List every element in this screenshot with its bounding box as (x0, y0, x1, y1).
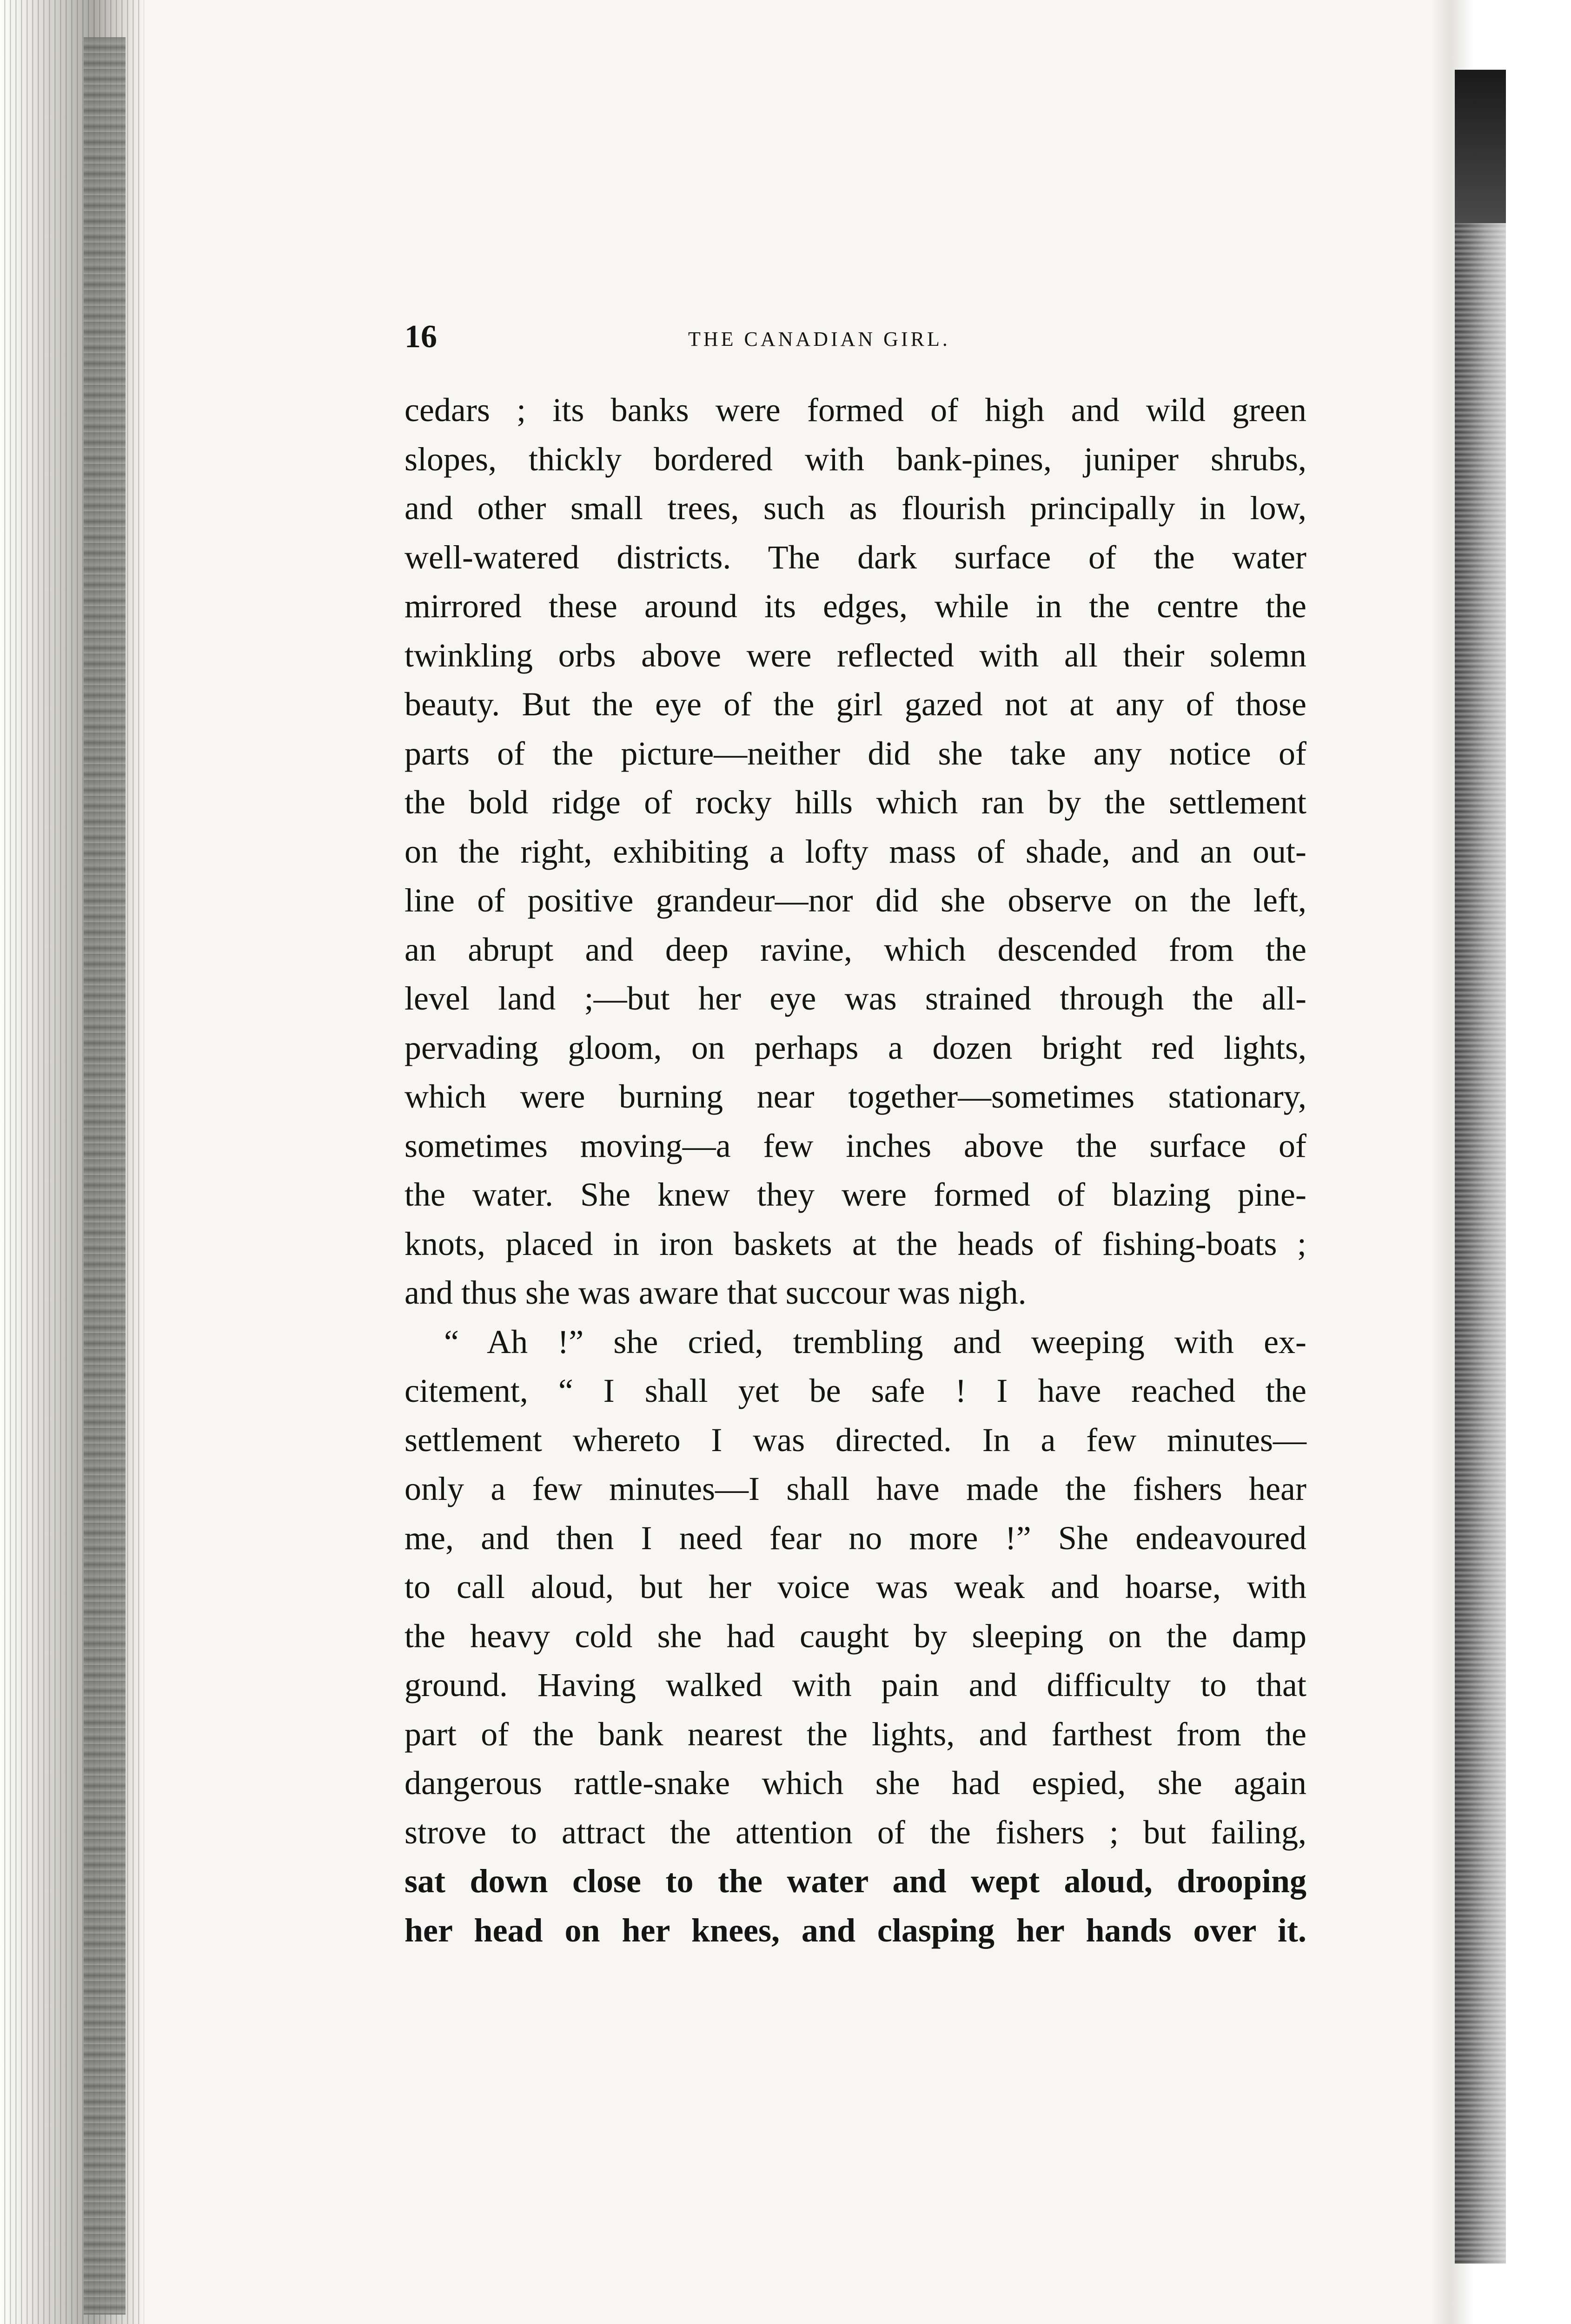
text-line: sat down close to the water and wept aloud, drooping (404, 1862, 1306, 1900)
text-line: line of positive grandeur—nor did she observe on the left, (404, 882, 1306, 919)
text-line: the water. She knew they were formed of blazing pine- (404, 1176, 1306, 1213)
book-page (404, 321, 1306, 1955)
scan-gutter-right (1432, 0, 1571, 2324)
text-line: level land ;—but her eye was strained through the all- (404, 980, 1306, 1017)
page-edge-dark (1455, 70, 1506, 223)
text-line: knots, placed in iron baskets at the heads of fishing-boats ; (404, 1225, 1306, 1262)
text-line: to call aloud, but her voice was weak and hoarse, with (404, 1568, 1306, 1605)
text-line: and thus she was aware that succour was nigh. (404, 1274, 1027, 1311)
text-line: “ Ah !” she cried, trembling and weeping with ex- (444, 1323, 1306, 1360)
text-line: pervading gloom, on perhaps a dozen bright red lights, (404, 1029, 1306, 1066)
text-line: her head on her knees, and clasping her hands over it. (404, 1911, 1306, 1949)
running-head (404, 321, 1306, 367)
page-number: 16 (404, 319, 437, 355)
text-line: twinkling orbs above were reflected with all their solemn (404, 636, 1306, 674)
text-line: on the right, exhibiting a lofty mass of shade, and an out- (404, 832, 1306, 870)
text-line: slopes, thickly bordered with bank-pines, juniper shrubs, (404, 440, 1306, 478)
body-text (404, 386, 1306, 1955)
text-line: citement, “ I shall yet be safe ! I have reached the (404, 1372, 1306, 1409)
text-line: the bold ridge of rocky hills which ran by the settlement (404, 784, 1306, 821)
text-line: well-watered districts. The dark surface of the water (404, 538, 1306, 576)
text-line: ground. Having walked with pain and difficulty to that (404, 1666, 1306, 1703)
book-spine-shadow (84, 37, 126, 2315)
text-line: which were burning near together—sometimes stationary, (404, 1078, 1306, 1115)
text-line: mirrored these around its edges, while in the centre the (404, 588, 1306, 625)
text-line: an abrupt and deep ravine, which descended from the (404, 931, 1306, 968)
text-line: dangerous rattle-snake which she had espied, she again (404, 1764, 1306, 1802)
running-title: THE CANADIAN GIRL. (688, 328, 950, 350)
text-line: the heavy cold she had caught by sleeping on the damp (404, 1617, 1306, 1655)
text-line: me, and then I need fear no more !” She endeavoured (404, 1519, 1306, 1557)
scan-gutter-left (0, 0, 144, 2324)
text-line: part of the bank nearest the lights, and farthest from the (404, 1715, 1306, 1753)
text-line: settlement whereto I was directed. In a few minutes— (404, 1421, 1306, 1459)
text-line: strove to attract the attention of the fishers ; but failing, (404, 1813, 1306, 1851)
text-line: beauty. But the eye of the girl gazed not at any of those (404, 686, 1306, 723)
text-line: parts of the picture—neither did she take any notice of (404, 734, 1306, 772)
text-line: cedars ; its banks were formed of high and wild green (404, 391, 1306, 429)
page-edge-shadow (1455, 70, 1506, 2264)
text-line: sometimes moving—a few inches above the surface of (404, 1127, 1306, 1164)
text-line: only a few minutes—I shall have made the fishers hear (404, 1470, 1306, 1507)
text-line: and other small trees, such as flourish principally in low, (404, 489, 1306, 527)
